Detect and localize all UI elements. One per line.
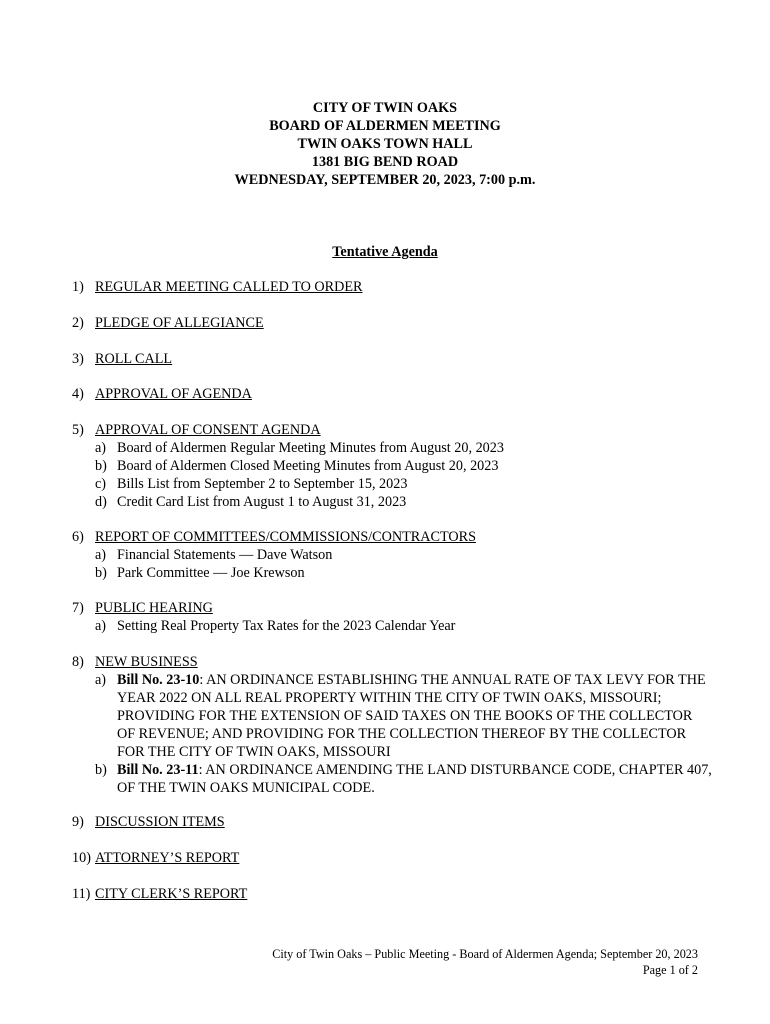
item-number: 4) (72, 386, 84, 402)
sub-item-text: Board of Aldermen Regular Meeting Minutes from August 20, 2023 (117, 440, 504, 456)
bill-description: : AN ORDINANCE ESTABLISHING THE ANNUAL RATE OF TAX LEVY FOR THE YEAR 2022 ON ALL REAL PROPERTY WITHIN THE CITY OF TWIN OAKS, MISSOURI; PROVIDING FOR THE EXTENSION OF SAID TAXES ON THE BOOKS OF THE COLLECTOR OF REVENUE; AND PROVIDING FOR THE COLLECTION THEREOF BY THE COLLECTOR FOR THE CITY OF TWIN OAKS, MISSOURI (117, 672, 706, 760)
sub-item (95, 475, 712, 493)
sub-item-letter: c) (95, 476, 107, 492)
sub-item-letter: d) (95, 494, 107, 510)
agenda-item-8 (72, 653, 712, 797)
sub-item-text: Setting Real Property Tax Rates for the 2023 Calendar Year (117, 618, 456, 634)
item-label: REGULAR MEETING CALLED TO ORDER (95, 279, 363, 295)
header-line-venue: TWIN OAKS TOWN HALL (297, 136, 473, 152)
footer-document-title: City of Twin Oaks – Public Meeting - Board of Aldermen Agenda; September 20, 2023 (272, 947, 698, 961)
sub-item (95, 439, 712, 457)
item-label: PLEDGE OF ALLEGIANCE (95, 315, 264, 331)
header-line-address: 1381 BIG BEND ROAD (311, 154, 459, 170)
header-line-city: CITY OF TWIN OAKS (312, 100, 458, 116)
item-number: 9) (72, 814, 84, 830)
sub-item-letter: b) (95, 762, 107, 778)
agenda-item-11 (72, 885, 712, 903)
item-label: ROLL CALL (95, 351, 173, 367)
sub-item-text (117, 671, 712, 761)
item-label: APPROVAL OF AGENDA (95, 386, 252, 402)
item-label: ATTORNEY’S REPORT (95, 850, 240, 866)
sub-item-letter: a) (95, 440, 107, 456)
sub-item-letter: b) (95, 458, 107, 474)
item-number: 1) (72, 279, 84, 295)
item-label: NEW BUSINESS (95, 654, 198, 670)
item-number: 11) (72, 886, 91, 902)
agenda-item-2 (72, 314, 712, 332)
sub-item-text: Financial Statements — Dave Watson (117, 547, 333, 563)
item-label: PUBLIC HEARING (95, 600, 213, 616)
item-number: 2) (72, 315, 84, 331)
sub-item (95, 457, 712, 475)
agenda-item-10 (72, 849, 712, 867)
bill-number: Bill No. 23-11 (117, 762, 199, 778)
sub-item-letter: b) (95, 565, 107, 581)
sub-item (95, 493, 712, 511)
item-number: 5) (72, 422, 84, 438)
item-number: 3) (72, 351, 84, 367)
agenda-item-7 (72, 599, 712, 635)
item-label: DISCUSSION ITEMS (95, 814, 225, 830)
agenda-title: Tentative Agenda (332, 244, 438, 260)
item-label: CITY CLERK’S REPORT (95, 886, 248, 902)
sub-item-text: Bills List from September 2 to September 15, 2023 (117, 476, 408, 492)
sub-item (95, 564, 712, 582)
item-number: 10) (72, 850, 91, 866)
agenda-item-3 (72, 350, 712, 368)
sub-item-letter: a) (95, 547, 107, 563)
bill-number: Bill No. 23-10 (117, 672, 200, 688)
agenda-item-4 (72, 385, 712, 403)
agenda-item-9 (72, 813, 712, 831)
sub-item (95, 546, 712, 564)
footer-page-number: Page 1 of 2 (642, 963, 698, 977)
item-number: 7) (72, 600, 84, 616)
header-line-board: BOARD OF ALDERMEN MEETING (269, 118, 501, 134)
sub-item-letter: a) (95, 618, 107, 634)
sub-item-text: Park Committee — Joe Krewson (117, 565, 305, 581)
item-number: 6) (72, 529, 84, 545)
agenda-item-1 (72, 278, 712, 296)
item-label: APPROVAL OF CONSENT AGENDA (95, 422, 321, 438)
sub-item-text: Board of Aldermen Closed Meeting Minutes from August 20, 2023 (117, 458, 499, 474)
bill-description: : AN ORDINANCE AMENDING THE LAND DISTURBANCE CODE, CHAPTER 407, OF THE TWIN OAKS MUNICIPAL CODE. (117, 762, 712, 796)
sub-item-text (117, 761, 712, 797)
item-label: REPORT OF COMMITTEES/COMMISSIONS/CONTRACTORS (95, 529, 476, 545)
item-number: 8) (72, 654, 84, 670)
meeting-header (0, 99, 770, 189)
sub-item-letter: a) (95, 672, 107, 688)
sub-item (95, 761, 712, 797)
page-footer (272, 946, 698, 978)
sub-item (95, 617, 712, 635)
agenda-item-6 (72, 528, 712, 582)
sub-item (95, 671, 712, 761)
header-line-date: WEDNESDAY, SEPTEMBER 20, 2023, 7:00 p.m. (234, 172, 536, 188)
agenda-item-5 (72, 421, 712, 511)
sub-item-text: Credit Card List from August 1 to August 31, 2023 (117, 494, 407, 510)
